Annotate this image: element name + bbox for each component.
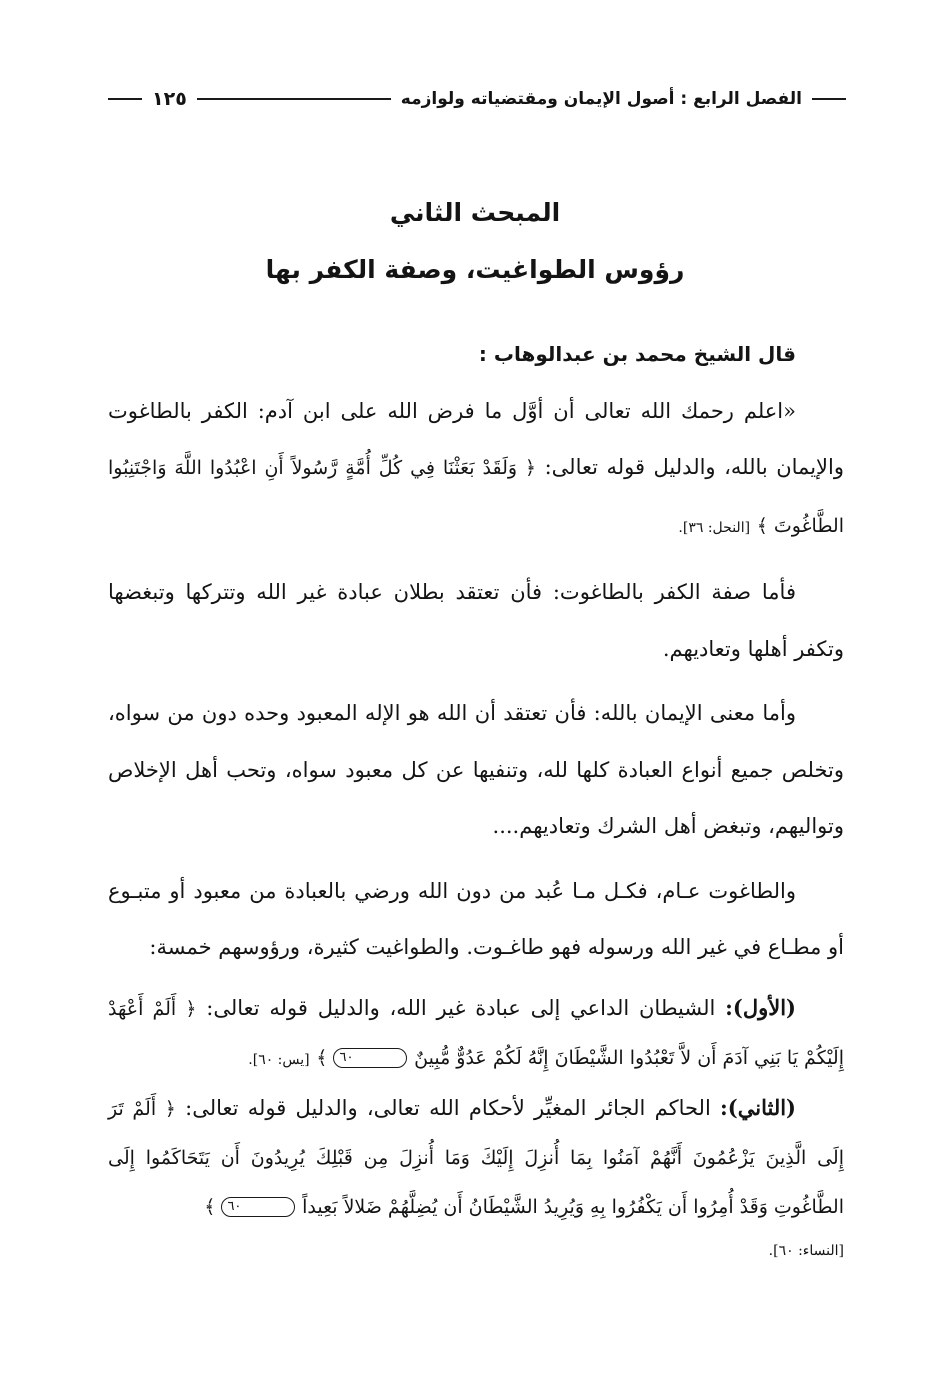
header-rule — [197, 98, 391, 100]
section-title: رؤوس الطواغيت، وصفة الكفر بها — [265, 255, 685, 284]
ayah-number-mark: ٦٠ — [333, 1048, 407, 1068]
paragraph-4: والطاغوت عـام، فكـل مـا عُبد من دون الله ورضي بالعبادة من معبود أو متبـوع أو مطـاع في غير الله ورسوله فهو طاغـوت. والطواغيت كثيرة، ورؤوسهم خمسة: — [108, 878, 844, 959]
ayah-number-mark: ٦٠ — [221, 1197, 295, 1217]
verse-3: ﴿ أَلَمْ تَرَ إِلَى الَّذِينَ يَزْعُمُونَ أَنَّهُمْ آمَنُوا بِمَا أُنزِلَ إِلَيْكَ وَمَا أُنزِلَ مِن قَبْلِكَ يُرِيدُونَ أَن يَتَحَاكَمُوا إِلَى الطَّاغُوتِ وَقَدْ أُمِرُوا أَن يَكْفُرُوا بِهِ وَيُرِيدُ الشَّيْطَانُ أَن يُضِلَّهُمْ ضَلالاً بَعِيداً — [108, 1097, 844, 1218]
body-text — [108, 326, 844, 1271]
verse-2-close: ﴾ — [316, 1046, 334, 1069]
item-2-text: الحاكم الجائر المغيِّر لأحكام الله تعالى، والدليل قوله تعالى: — [175, 1095, 721, 1120]
chapter-title: الفصل الرابع : أصول الإيمان ومقتضياته ولوازمه — [400, 89, 802, 109]
header-dash-left — [108, 98, 142, 100]
paragraph-5 — [108, 984, 844, 1084]
item-2-label: (الثاني): — [720, 1094, 796, 1120]
page-number: ١٢٥ — [152, 88, 187, 110]
attribution: قال الشيخ محمد بن عبدالوهاب : — [478, 342, 796, 366]
item-1-label: (الأول): — [725, 994, 796, 1020]
paragraph-2: فأما صفة الكفر بالطاغوت: فأن تعتقد بطلان عبادة غير الله وتتركها وتبغضها وتكفر أهلها وتعاديهم. — [108, 580, 844, 661]
verse-2-ref: [يس: ٦٠]. — [248, 1051, 310, 1068]
verse-1-ref: [النحل: ٣٦]. — [678, 519, 751, 536]
paragraph-3: وأما معنى الإيمان بالله: فأن تعتقد أن الله هو الإله المعبود وحده دون من سواه، وتخلص جميع أنواع العبادة كلها لله، وتنفيها عن كل معبود سواه، وتحب أهل الإخلاص وتواليهم، وتبغض أهل الشرك وتعاديهم.... — [108, 701, 844, 838]
running-header — [108, 84, 846, 114]
paragraph-1-text: «اعلم رحمك الله تعالى أن أوَّل ما فرض الله على ابن آدم: الكفر بالطاغوت والإيمان بالله، والدليل قوله تعالى: — [108, 398, 844, 479]
section-heading: المبحث الثاني — [389, 198, 561, 227]
item-1-text: الشيطان الداعي إلى عبادة غير الله، والدليل قوله تعالى: — [196, 995, 726, 1020]
verse-3-ref: [النساء: ٦٠]. — [768, 1242, 844, 1259]
header-dash-right — [812, 98, 846, 100]
verse-3-close: ﴾ — [204, 1195, 222, 1218]
paragraph-1 — [108, 383, 844, 557]
paragraph-6 — [108, 1084, 844, 1231]
verse-1: ﴿ وَلَقَدْ بَعَثْنَا فِي كُلِّ أُمَّةٍ رَّسُولاً أَنِ اعْبُدُوا اللَّهَ وَاجْتَنِبُوا الطَّاغُوتَ ﴾ — [108, 457, 844, 537]
verse-2: ﴿ أَلَمْ أَعْهَدْ إِلَيْكُمْ يَا بَنِي آدَمَ أَن لاَّ تَعْبُدُوا الشَّيْطَانَ إِنَّهُ لَكُمْ عَدُوٌّ مُّبِينٌ — [108, 997, 844, 1069]
